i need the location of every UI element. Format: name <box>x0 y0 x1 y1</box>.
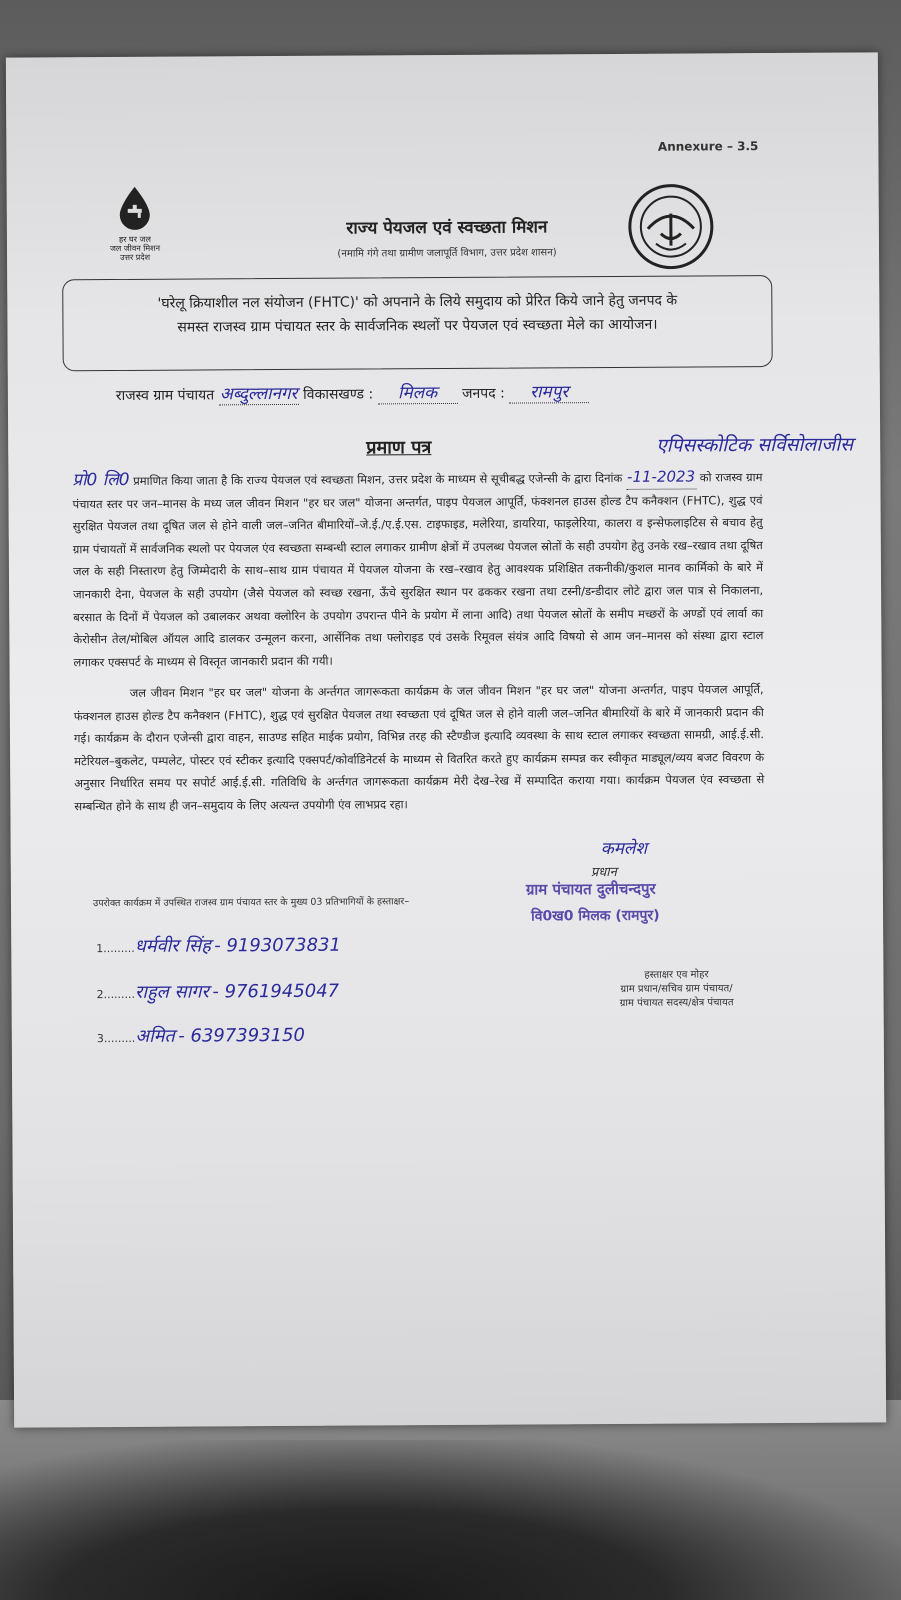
page-subtitle: (नमामि गंगे तथा ग्रामीण जलापूर्ति विभाग, उत्तर प्रदेश शासन) <box>337 247 557 260</box>
company-suffix-handwritten: प्रो0 लि0 <box>72 469 130 491</box>
document-page <box>6 52 886 1427</box>
signature-caption <box>586 968 766 1011</box>
notice-line-2: समस्त राजस्व ग्राम पंचायत स्तर के सार्वजनिक स्थलों पर पेयजल एवं स्वच्छता मेले का आयोजन। <box>177 316 658 336</box>
pradhan-signature: कमलेश <box>600 838 648 860</box>
participant-row: 3.........अमित - 6397393150 <box>96 1024 306 1047</box>
logo-text-2: जल जीवन मिशन <box>109 243 161 254</box>
logo-text-3: उत्तर प्रदेश <box>120 252 151 262</box>
notice-box <box>62 275 773 371</box>
caption-line-3: ग्राम पंचायत सदस्य/क्षेत्र पंचायत <box>619 997 734 1009</box>
block-value: मिलक <box>378 380 458 404</box>
background-shadow <box>0 1440 901 1600</box>
block-label: विकासखण्ड : <box>303 386 374 403</box>
participant-row: 1.........धर्मवीर सिंह - 9193073831 <box>96 934 342 957</box>
gram-panchayat-line <box>116 379 589 406</box>
certificate-heading: प्रमाण पत्र <box>366 437 432 459</box>
page-title: राज्य पेयजल एवं स्वच्छता मिशन <box>346 217 548 239</box>
certificate-paragraph-2: जल जीवन मिशन "हर घर जल" योजना के अर्न्तगत जागरूकता कार्यक्रम के जल जीवन मिशन "हर घर जल" योजना अन्तर्गत, पाइप पेयजल आपूर्ति, फंक्शनल हाउस होल्ड टैप कनैक्शन (FHTC), शुद्ध एवं सुरक्षित पेयजल तथा स्वच्छता एवं दूषित जल से होने वाली जल–जनित बीमारियों के बारे में जानकारी प्रदान की गई। कार्यक्रम के दौरान एजेन्सी द्वारा वाहन, साउण्ड सहित माईक प्रयोग, विभिन्न तरह की स्टैण्डीज इत्यादि व्यवस्था के साथ स्टाल लगाकर स्वच्छता सामग्री, आई.ई.सी. मटेरियल–बुकलेट, पम्पलेट, पोस्टर एवं स्टीकर इत्यादि एक्सपर्ट/कोर्वाडिनेटर्स के माध्यम से वितरित करते हुए कार्यक्रम सम्पन्न कर स्वीकृत माड्यूल/व्यय बजट विवरण के अनुसार निर्धारित समय पर सपोर्ट आई.ई.सी. गतिविधि के अर्न्तगत जागरूकता कार्यक्रम मेरी देख–रेख में सम्पादित कराया गया। कार्यक्रम पेयजल एंव स्वच्छता से सम्बन्धित होने के साथ ही जन–समुदाय के लिए अत्यन्त उपयोगी एंव लाभप्रद रहा। <box>73 682 765 814</box>
participant-name: राहुल सागर <box>134 981 209 1003</box>
pradhan-role: प्रधान <box>590 864 617 881</box>
participant-phone: - 6397393150 <box>178 1024 306 1047</box>
certificate-paragraph-1 <box>72 465 763 674</box>
para1-part-c: को राजस्व ग्राम पंचायत स्तर पर जन–मानस के मध्य जल जीवन मिशन "हर घर जल" योजना अन्तर्गत, पाइप पेयजल आपूर्ति, फंक्शनल हाउस होल्ड टैप कनैक्शन (FHTC), शुद्ध एवं सुरक्षित पेयजल तथा दूषित जल से होने वाली जल–जनित बीमारियों–जे.ई./ए.ई.एस. टाइफाइड, मलेरिया, डायरिया, फाइलेरिया, कालरा व इन्सेफलाइटिस से बचाव हेतु ग्राम पंचायतों में सार्वजनिक स्थलो पर पेयजल एंव स्वच्छता सम्बन्धी स्टाल लगाकर ग्रामीण क्षेत्रों में उपलब्ध पेयजल स्रोतों के सही उपयोग हेतु उनके रख–रखाव तथा दूषित जल के सही निस्तारण हेतु जिम्मेदारी के साथ–साथ ग्राम पंचायत में पेयजल योजना के रख–रखाव हेतु आवश्यक प्रशिक्षित तकनीकी/कुशल मानव कार्मिको के बारे में जानकारी देना, पेयजल के सही उपयोग (जैसे पेयजल को स्वच्छ रखना, ऊँचे सुरक्षित स्थान पर ढककर रखना तथा टस्नी/डन्डीदार लोटे द्वारा जल पात्र से निकालना, बरसात के दिनों में पेयजल को उबालकर अथवा क्लोरिन के उपयोग उपरान्त पीने के प्रयोग में लाना आदि) तथा पेयजल स्रोतों के समीप मच्छरों के अण्डों एवं लार्वा का केरोसीन तेल/मोबिल ऑयल आदि डालकर उन्मूलन करना, आर्सेनिक तथा फ्लोराइड एवं उसके रिमूवल संयंत्र आदि विषयो से आम जन–मानस को संस्था द्वारा स्टाल लगाकर एक्सपर्ट के माध्यम से विस्तृत जानकारी प्रदान की गयी। <box>72 470 764 670</box>
participant-row: 2.........राहुल सागर - 9761945047 <box>96 980 340 1003</box>
participant-number: 3 <box>96 1032 104 1046</box>
participant-phone: - 9193073831 <box>214 934 342 957</box>
agency-name-handwritten: एपिसस्कोटिक सर्विसोलाजीस <box>656 433 854 457</box>
stamp-line-1: ग्राम पंचायत दुलीचन्दपुर <box>525 879 656 899</box>
participant-name: अमित <box>135 1025 175 1047</box>
caption-line-2: ग्राम प्रधान/सचिव ग्राम पंचायत/ <box>620 983 733 995</box>
participants-intro: उपरोक्त कार्यक्रम में उपस्थित राजस्व ग्राम पंचायत स्तर के मुख्य 03 प्रतिभागियों के हस्ताक्षर– <box>92 896 410 910</box>
notice-line-1: 'घरेलू क्रियाशील नल संयोजन (FHTC)' को अपनाने के लिये समुदाय को प्रेरित किये जाने हेतु जनपद के <box>157 292 678 312</box>
district-value: रामपुर <box>509 379 589 403</box>
annexure-label: Annexure – 3.5 <box>657 139 759 154</box>
gp-value: अब्दुल्लानगर <box>219 381 299 405</box>
water-drop-tap-icon <box>116 185 154 231</box>
stamp-line-2: वि0ख0 मिलक (रामपुर) <box>531 907 660 925</box>
date-handwritten: -11-2023 <box>626 465 696 489</box>
participant-name: धर्मवीर सिंह <box>134 935 211 957</box>
para1-part-b: के द्वारा दिनांक <box>561 470 623 486</box>
har-ghar-jal-logo <box>99 185 171 262</box>
district-label: जनपद : <box>462 385 505 402</box>
participant-number: 1 <box>96 942 104 956</box>
participant-number: 2 <box>96 988 104 1002</box>
caption-line-1: हस्ताक्षर एव मोहर <box>644 969 709 981</box>
logo-text-1: हर घर जल <box>118 234 151 244</box>
gp-label: राजस्व ग्राम पंचायत <box>115 387 215 405</box>
participant-phone: - 9761945047 <box>212 980 340 1003</box>
para1-part-a: प्रमाणित किया जाता है कि राज्य पेयजल एवं स्वच्छता मिशन, उत्तर प्रदेश के माध्यम से सूचीबद्ध एजेन्सी <box>133 471 558 488</box>
